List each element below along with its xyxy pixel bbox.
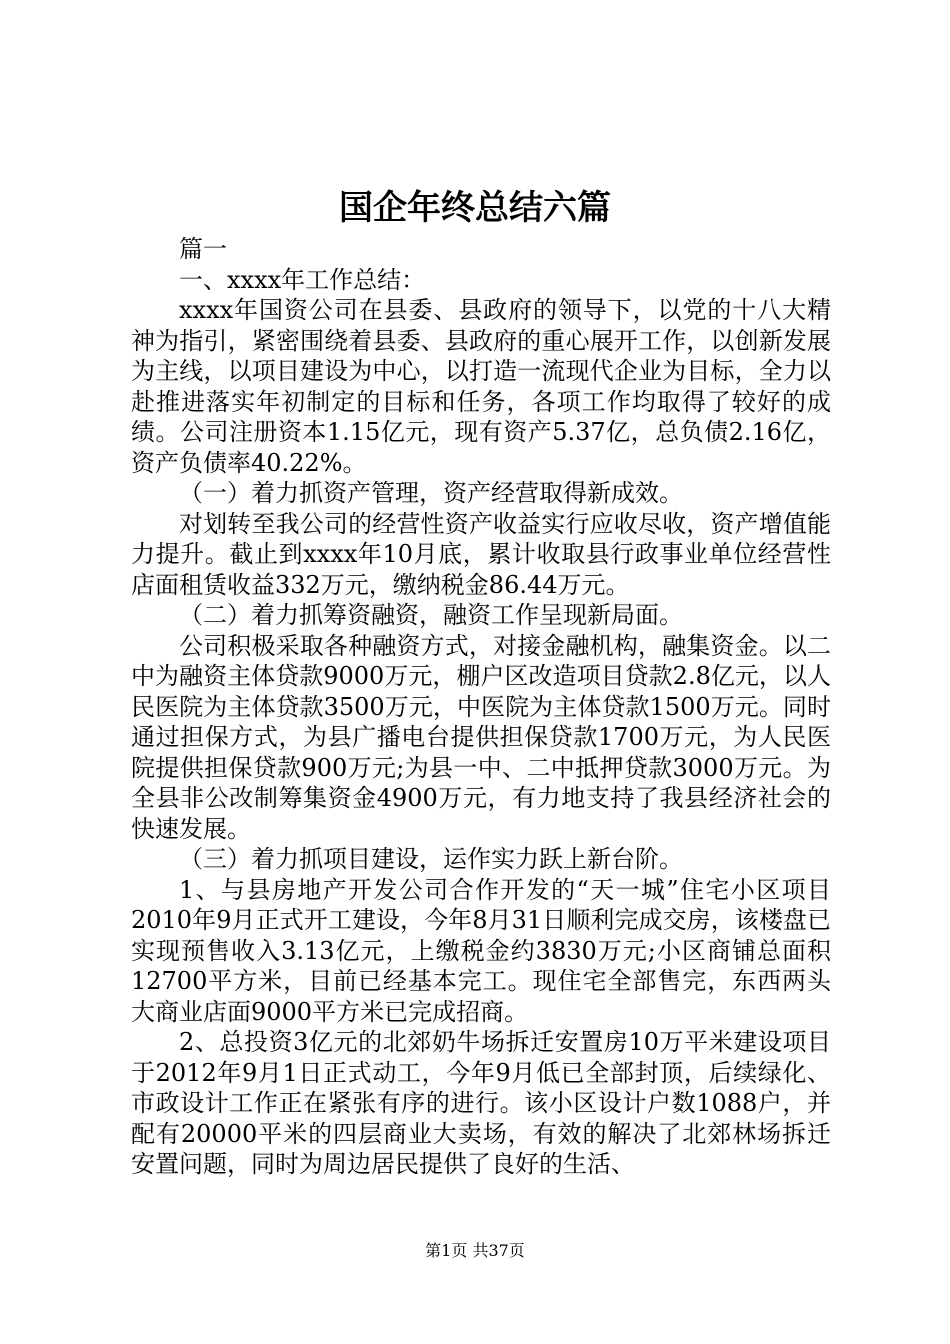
paragraph: 1、与县房地产开发公司合作开发的“天一城”住宅小区项目2010年9月正式开工建设，今年8月31日顺利完成交房，该楼盘已实现预售收入3.13亿元，上缴税金约3830万元;小区商铺总面积12700平方米，目前已经基本完工。现住宅全部售完，东西两头大商业店面9000平方米已完成招商。 [131, 875, 831, 1026]
paragraph: 对划转至我公司的经营性资产收益实行应收尽收，资产增值能力提升。截止到xxxx年10月底，累计收取县行政事业单位经营性店面租赁收益332万元，缴纳税金86.44万元。 [131, 509, 831, 599]
page-footer: 第1页 共37页 [425, 1241, 525, 1260]
paragraph: 公司积极采取各种融资方式，对接金融机构，融集资金。以二中为融资主体贷款9000万元，棚户区改造项目贷款2.8亿元，以人民医院为主体贷款3500万元，中医院为主体贷款1500万元。同时通过担保方式，为县广播电台提供担保贷款1700万元，为人民医院提供担保贷款900万元;为县一中、二中抵押贷款3000万元。为全县非公改制筹集资金4900万元，有力地支持了我县经济社会的快速发展。 [131, 631, 831, 843]
subsection-heading: （二）着力抓筹资融资，融资工作呈现新局面。 [179, 601, 683, 629]
subsection-heading: 一、xxxx年工作总结： [179, 265, 426, 294]
document-body [131, 234, 831, 1180]
paragraph: 2、总投资3亿元的北郊奶牛场拆迁安置房10万平米建设项目于2012年9月1日正式动工，今年9月低已全部封顶，后续绿化、市政设计工作正在紧张有序的进行。该小区设计户数1088户，并配有20000平米的四层商业大卖场，有效的解决了北郊林场拆迁安置问题，同时为周边居民提供了良好的生活、 [131, 1028, 831, 1178]
paragraph: xxxx年国资公司在县委、县政府的领导下，以党的十八大精神为指引，紧密围绕着县委、县政府的重心展开工作，以创新发展为主线，以项目建设为中心，以打造一流现代企业为目标，全力以赴推进落实年初制定的目标和任务，各项工作均取得了较好的成绩。公司注册资本1.15亿元，现有资产5.37亿，总负债2.16亿，资产负债率40.22%。 [131, 296, 831, 477]
document-title: 国企年终总结六篇 [339, 188, 611, 228]
section-heading: 篇一 [179, 235, 227, 263]
subsection-heading: （三）着力抓项目建设，运作实力跃上新台阶。 [179, 845, 683, 873]
subsection-heading: （一）着力抓资产管理，资产经营取得新成效。 [179, 479, 683, 507]
